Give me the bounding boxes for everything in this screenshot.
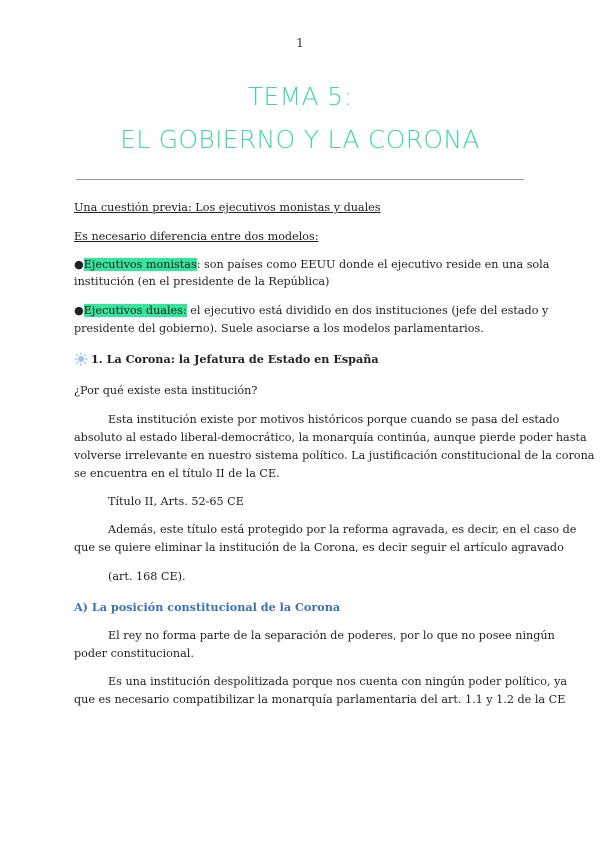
para3-line2: poder constitucional. — [74, 647, 194, 660]
bullet-text: el ejecutivo está dividido en dos instituciones (jefe del estado y — [186, 304, 549, 317]
para2-line1: Además, este título está protegido por la reforma agravada, es decir, en el caso de — [108, 523, 577, 536]
para4-line2: que es necesario compatibilizar la monarquía parlamentaria del art. 1.1 y 1.2 de la CE — [74, 693, 566, 706]
document-title-line1: TEMA 5: — [247, 82, 353, 111]
reference-art-168: (art. 168 CE). — [108, 570, 186, 583]
para1-line1: Esta institución existe por motivos históricos porque cuando se pasa del estado — [108, 413, 560, 426]
bullet-monistas-cont: institución (en el presidente de la República) — [74, 275, 330, 288]
document-title-line2: EL GOBIERNO Y LA CORONA — [120, 125, 480, 154]
section-1-heading — [74, 352, 379, 366]
reference-titulo-ii: Título II, Arts. 52-65 CE — [108, 495, 244, 508]
bullet-monistas — [74, 258, 549, 272]
bullet-marker: ● — [74, 304, 84, 317]
bullet-duales — [74, 304, 548, 318]
subsection-a-heading: A) La posición constitucional de la Corona — [74, 600, 341, 614]
para1-line2: absoluto al estado liberal-democrático, la monarquía continúa, aunque pierde poder hasta — [74, 431, 587, 444]
para2-line2: que se quiere eliminar la institución de la Corona, es decir seguir el artículo agravado — [74, 541, 564, 554]
page-number: 1 — [296, 36, 304, 50]
para3-line1: El rey no forma parte de la separación de poderes, por lo que no posee ningún — [108, 629, 555, 642]
bullet-marker: ● — [74, 258, 84, 271]
section-1-title: 1. La Corona: la Jefatura de Estado en España — [91, 352, 379, 366]
title-divider — [76, 179, 524, 180]
models-intro: Es necesario diferencia entre dos modelos: — [74, 230, 319, 243]
highlighted-term: Ejecutivos monistas — [83, 258, 197, 271]
question: ¿Por qué existe esta institución? — [74, 384, 258, 397]
prior-question-heading: Una cuestión previa: Los ejecutivos monistas y duales — [74, 201, 381, 214]
para1-line4: se encuentra en el título II de la CE. — [74, 467, 280, 480]
highlighted-term: Ejecutivos duales: — [83, 304, 187, 317]
bullet-text: : son países como EEUU donde el ejecutivo reside en una sola — [196, 258, 550, 271]
para4-line1: Es una institución despolitizada porque nos cuenta con ningún poder político, ya — [108, 675, 568, 688]
para1-line3: volverse irrelevante en nuestro sistema político. La justificación constitucional de la corona — [74, 449, 595, 462]
sun-icon — [74, 352, 88, 366]
bullet-duales-cont: presidente del gobierno). Suele asociarse a los modelos parlamentarios. — [74, 322, 484, 335]
